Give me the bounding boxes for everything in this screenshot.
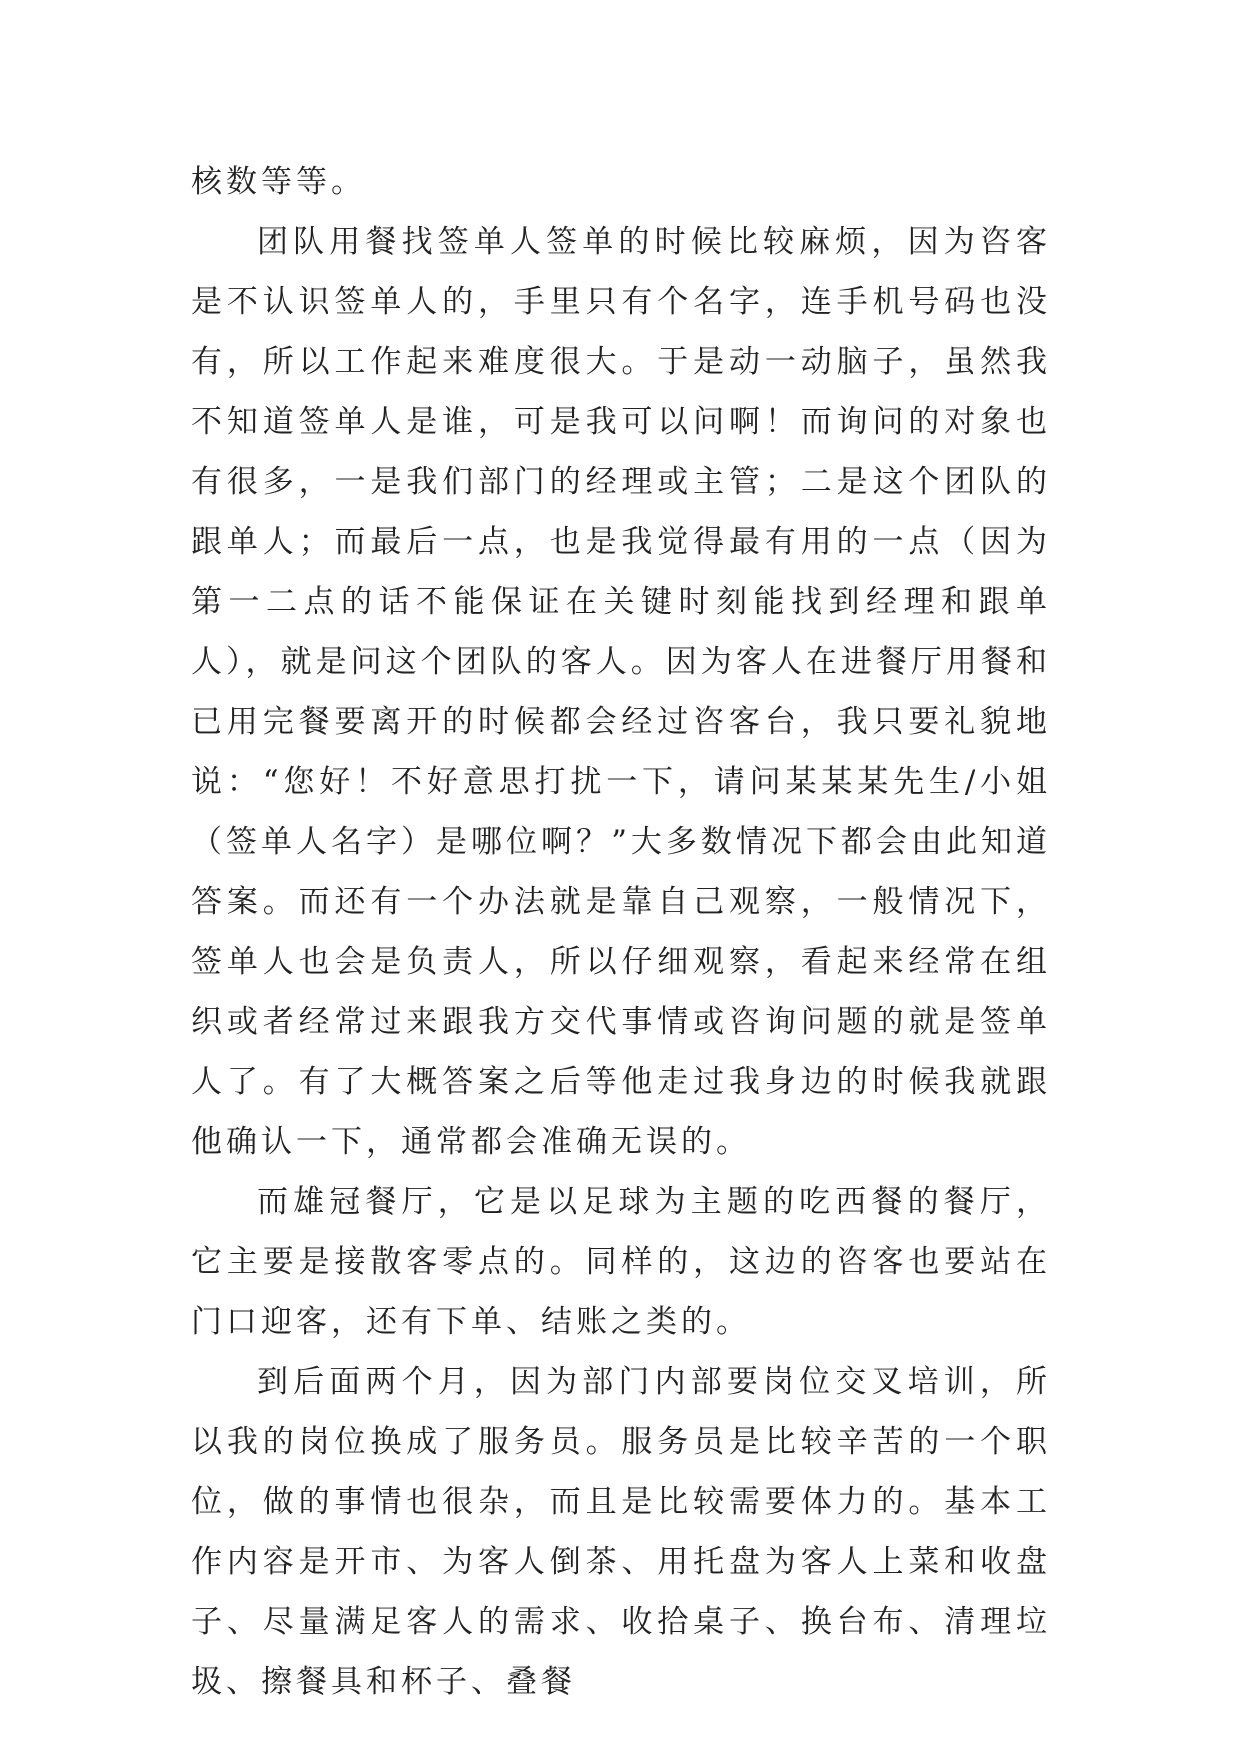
paragraph-2: 团队用餐找签单人签单的时候比较麻烦，因为咨客是不认识签单人的，手里只有个名字，连手机号码也没有，所以工作起来难度很大。于是动一动脑子，虽然我不知道签单人是谁，可是我可以问啊！而询问的对象也有很多，一是我们部门的经理或主管；二是这个团队的跟单人；而最后一点，也是我觉得最有用的一点（因为第一二点的话不能保证在关键时刻能找到经理和跟单人），就是问这个团队的客人。因为客人在进餐厅用餐和已用完餐要离开的时候都会经过咨客台，我只要礼貌地说：“您好！不好意思打扰一下，请问某某某先生/小姐（签单人名字）是哪位啊？”大多数情况下都会由此知道答案。而还有一个办法就是靠自己观察，一般情况下，签单人也会是负责人，所以仔细观察，看起来经常在组织或者经常过来跟我方交代事情或咨询问题的就是签单人了。有了大概答案之后等他走过我身边的时候我就跟他确认一下，通常都会准确无误的。	[191, 224, 1051, 1160]
paragraph-1: 核数等等。	[191, 164, 366, 200]
paragraph-4: 到后面两个月，因为部门内部要岗位交叉培训，所以我的岗位换成了服务员。服务员是比较辛苦的一个职位，做的事情也很杂，而且是比较需要体力的。基本工作内容是开市、为客人倒茶、用托盘为客人上菜和收盘子、尽量满足客人的需求、收拾桌子、换台布、清理垃圾、擦餐具和杯子、叠餐	[191, 1364, 1051, 1700]
body-text	[191, 152, 1051, 1712]
paragraph-3: 而雄冠餐厅，它是以足球为主题的吃西餐的餐厅，它主要是接散客零点的。同样的，这边的咨客也要站在门口迎客，还有下单、结账之类的。	[191, 1184, 1051, 1340]
